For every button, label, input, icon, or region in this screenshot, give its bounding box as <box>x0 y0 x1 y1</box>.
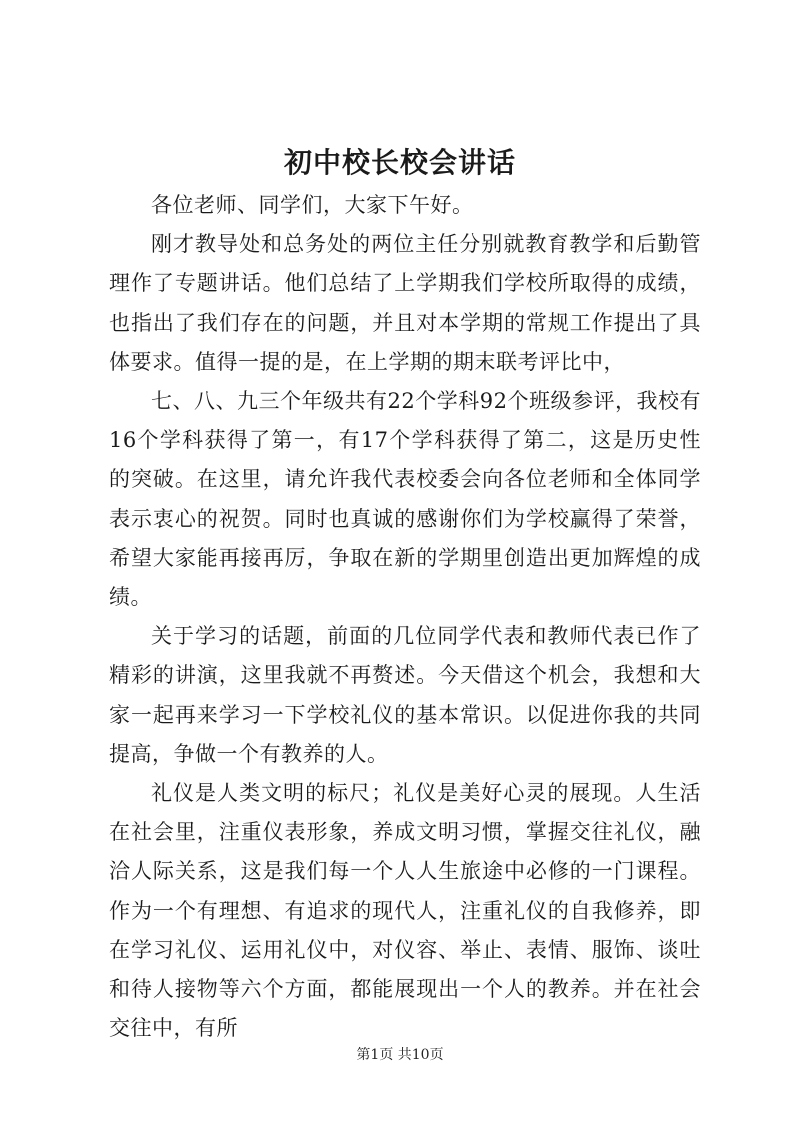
document-title: 初中校长校会讲话 <box>283 146 516 179</box>
paragraph-greeting: 各位老师、同学们，大家下午好。 <box>151 193 474 217</box>
paragraph-intro: 刚才教导处和总务处的两位主任分别就教育教学和后勤管理作了专题讲话。他们总结了上学期我们学校所取得的成绩，也指出了我们存在的问题，并且对本学期的常规工作提出了具体要求。值得一提的是，在上学期的期末联考评比中， <box>109 232 701 374</box>
paragraph-study: 关于学习的话题，前面的几位同学代表和教师代表已作了精彩的讲演，这里我就不再赘述。今天借这个机会，我想和大家一起再来学习一下学校礼仪的基本常识。以促进你我的共同提高，争做一个有教养的人。 <box>109 624 701 766</box>
paragraph-etiquette: 礼仪是人类文明的标尺；礼仪是美好心灵的展现。人生活在社会里，注重仪表形象，养成文明习惯，掌握交往礼仪，融洽人际关系，这是我们每一个人人生旅途中必修的一门课程。作为一个有理想、有追求的现代人，注重礼仪的自我修养，即在学习礼仪、运用礼仪中，对仪容、举止、表情、服饰、谈吐和待人接物等六个方面，都能展现出一个人的教养。并在社会交往中，有所 <box>109 781 701 1041</box>
paragraph-results: 七、八、九三个年级共有22个学科92个班级参评，我校有16个学科获得了第一，有17个学科获得了第二，这是历史性的突破。在这里，请允许我代表校委会向各位老师和全体同学表示衷心的祝贺。同时也真诚的感谢你们为学校赢得了荣誉，希望大家能再接再厉，争取在新的学期里创造出更加辉煌的成绩。 <box>109 389 701 610</box>
page-number-footer: 第1页 共10页 <box>356 1047 444 1063</box>
document-body <box>109 186 701 1048</box>
